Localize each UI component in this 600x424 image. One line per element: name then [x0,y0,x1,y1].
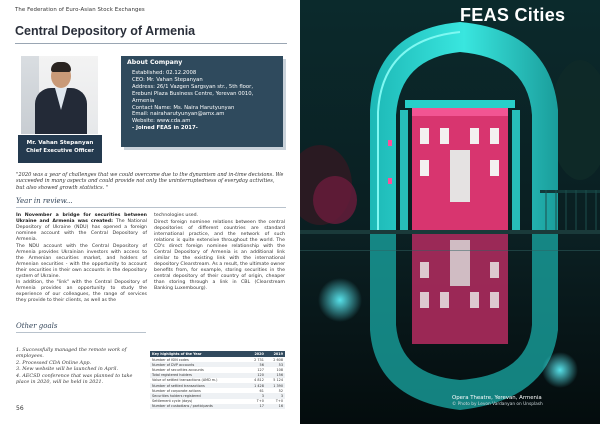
table-cell: T+0 [275,399,283,404]
table-cell: 108 [276,367,283,372]
table-cell: T+0 [256,399,264,404]
goal-item: 1. Successfully managed the remote work of employees. [16,347,127,360]
year-in-review-heading: Year in review... [16,197,73,205]
about-company-box [121,56,283,147]
table-cell: 2 608 [273,357,283,362]
year-in-review-divider [16,207,286,208]
page-number: 56 [16,405,24,412]
table-cell: Settlement cycle (days) [152,399,193,404]
review-column-right [154,213,285,292]
table-cell: 56 [247,362,266,367]
ceo-name-box [18,135,102,163]
org-header: The Federation of Euro-Asian Stock Exchanges [15,7,145,13]
opera-theatre-photo [300,0,600,424]
table-cell: 127 [257,367,264,372]
ceo-quote: "2020 was a year of challenges that we could overcome due to the dynamism and in-time decisions. We succeeded in many aspects and could provide not only the uninterruptedness of everyday activities, but also showed growth statistics. " [16,172,284,191]
key-highlights-table [150,351,285,409]
ceo-name: Mr. Vahan Stepanyan [26,140,94,146]
about-title: About Company [127,59,183,66]
table-header-cell: 2020 [247,351,266,357]
about-contact: Contact Name: Ms. Naira Harutyunyan [132,104,235,111]
table-cell: 53 [266,362,285,367]
table-cell: Total registered holders [150,373,247,378]
table-cell: 5 124 [273,378,283,383]
table-cell: 52 [278,388,283,393]
about-website[interactable]: Website: www.cda.am [132,118,191,125]
table-cell: 3 [247,393,266,398]
table-cell: 120 [247,373,266,378]
review-column-left [16,213,147,305]
table-cell: 17 [247,404,266,409]
table-cell: Securities holders registered [150,393,247,398]
goal-item: 2. Processed CDA Online App. [16,359,92,366]
table-cell: 2 731 [254,357,264,362]
table-body [150,357,285,409]
table-cell: 1 428 [247,383,266,388]
right-page-photo [300,0,600,424]
table-cell: Number of settled transactions [150,383,247,388]
goal-item: 4. AECSD conference that was planned to take place in 2020, will be held in 2021. [16,372,133,385]
table-header-cell: Key highlights of the Year [150,351,247,357]
photo-caption [452,395,592,407]
table-cell: 61 [259,388,264,393]
table-cell: Number of custodians / participants [150,404,247,409]
table-cell: 3 [266,393,285,398]
about-established: Established: 02.12.2008 [132,70,197,76]
table-cell: 156 [266,373,285,378]
about-address-3: Armenia [132,97,155,104]
caption-credit: © Photo by Levon Vardanyan on Unsplash [452,402,543,407]
review-paragraph-4: technologies used. [154,213,199,218]
review-lead: In November a bridge for securities between Ukraine and Armenia was created: [16,213,147,224]
table-cell: Number of DVP accounts [150,362,247,367]
table-cell: 4 812 [254,378,264,383]
review-p1-rest: The National Depository of Ukraine (NDU) has opened a foreign nominee account with the Central Depository of Armenia. [16,219,147,242]
page-title: Central Depository of Armenia [15,24,196,38]
table-cell: Value of settled transactions (AMD m.) [152,378,218,383]
table-cell: Number of ISIN codes [152,357,189,362]
review-paragraph-1 [16,213,147,243]
table-row [150,404,285,409]
other-goals-list [16,347,146,386]
other-goals-divider [16,332,146,333]
about-address-1: Address: 26/1 Vazgen Sargsyan str., 5th floor, [132,83,254,90]
table-cell: 1 390 [266,383,285,388]
caption-location: Opera Theatre, Yerevan, Armenia [452,395,542,401]
ceo-portrait [21,56,98,134]
review-paragraph-2: The NDU account with the Central Depository of Armenia provides Ukrainian investors with access to the Armenian securities market, and holders of Armenian securities - with the opportunity to account their securities in their own accounts in the depository system of Ukraine. [16,243,147,279]
table-header-cell: 2019 [266,351,285,357]
ceo-position: Chief Executive Officer [26,148,94,154]
title-divider [15,43,287,44]
goal-item: 3. New website will be launched in April. [16,366,119,373]
table-cell: 16 [266,404,285,409]
about-joined: - Joined FEAS in 2017- [132,125,198,132]
review-paragraph-3: In addition, the "link" with the Central Depository of Armenia provides an opportunity to study the experience of our colleagues, the range of services they provide to their clients, as well as the [16,280,147,303]
table-cell: Number of corporate actions [152,388,201,393]
about-address-2: Erebuni Plaza Business Centre, Yerevan 0010, [132,90,254,97]
table-cell: Number of securities accounts [152,367,204,372]
feas-cities-title: FEAS Cities [460,5,566,25]
about-email[interactable]: Email: nairaharutyunyan@amx.am [132,111,225,118]
review-paragraph-5: Direct foreign nominee relations between the central depositories of different countries are standard international practice, and the network of such relations is quite extensive throughout the world. The CD's direct foreign nominee relationship with the Central Depository of Armenia is an additional link similar to the existing link with the international depository Clearstream. As a result, the ultimate owner benefits from, for example, storing securities in the central depository of their country of origin, cheaper than storing through a link in CBL (Clearstream Banking Luxembourg). [154,219,285,291]
other-goals-heading: Other goals [16,322,58,330]
about-ceo: CEO: Mr. Vahan Stepanyan [132,76,203,83]
